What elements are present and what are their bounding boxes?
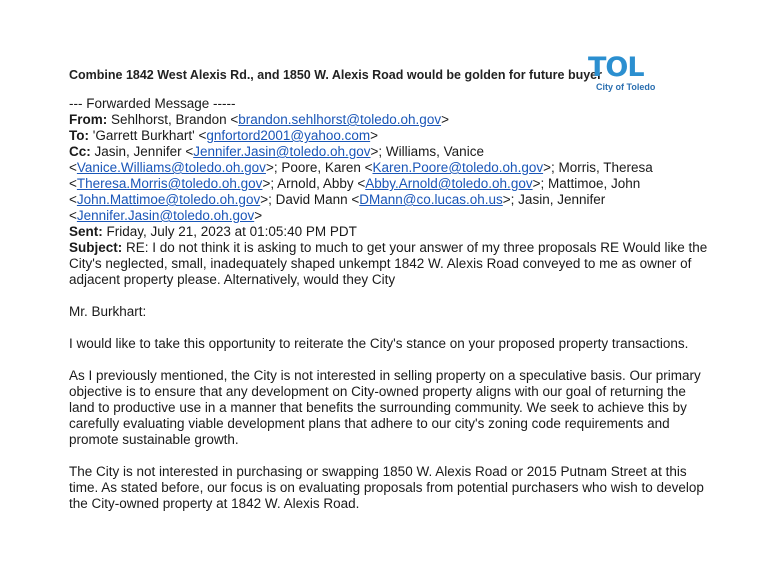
cc-text: >; Morris, Theresa: [543, 160, 653, 175]
cc-text: >; Williams, Vanice: [370, 144, 484, 159]
cc-email-link[interactable]: Karen.Poore@toledo.oh.gov: [372, 160, 544, 175]
subject-label: Subject:: [69, 240, 123, 255]
cc-email-link[interactable]: Jennifer.Jasin@toledo.oh.gov: [76, 208, 255, 223]
email-header: [69, 96, 709, 288]
cc-text: <: [69, 208, 77, 223]
from-label: From:: [69, 112, 108, 127]
to-name: 'Garrett Burkhart' <: [92, 128, 207, 143]
cc-text: >; Poore, Karen <: [265, 160, 373, 175]
from-email-link[interactable]: brandon.sehlhorst@toledo.oh.gov: [238, 112, 442, 127]
cc-text: >; Jasin, Jennifer: [502, 192, 606, 207]
subject-value: RE: I do not think it is asking to much to get your answer of my three proposals RE Would like the City's neglected, small, inadequately shaped unkempt 1842 W. Alexis Road conveyed to me as owner of adjacent property please. Alternatively, would they City: [69, 240, 708, 287]
cc-email-link[interactable]: Theresa.Morris@toledo.oh.gov: [76, 176, 263, 191]
sent-label: Sent:: [69, 224, 103, 239]
cc-text: <: [69, 160, 77, 175]
greeting: Mr. Burkhart:: [69, 304, 147, 319]
cc-text: >: [254, 208, 263, 223]
to-email-link[interactable]: gnfortord2001@yahoo.com: [206, 128, 371, 143]
sent-value: Friday, July 21, 2023 at 01:05:40 PM PDT: [106, 224, 357, 239]
from-close: >: [441, 112, 449, 127]
cc-text: >; David Mann <: [260, 192, 360, 207]
cc-text: >; Arnold, Abby <: [262, 176, 366, 191]
cc-line: [69, 144, 709, 224]
body-paragraph: I would like to take this opportunity to reiterate the City's stance on your proposed property transactions.: [69, 336, 689, 351]
forward-marker: --- Forwarded Message -----: [69, 96, 236, 111]
to-label: To:: [69, 128, 89, 143]
to-close: >: [370, 128, 379, 143]
from-line: [69, 112, 709, 128]
logo-caption: City of Toledo: [596, 82, 656, 92]
cc-text: <: [69, 176, 77, 191]
cc-label: Cc:: [69, 144, 91, 159]
cc-email-link[interactable]: John.Mattimoe@toledo.oh.gov: [76, 192, 261, 207]
cc-text: Jasin, Jennifer <: [94, 144, 194, 159]
cc-email-link[interactable]: Jennifer.Jasin@toledo.oh.gov: [193, 144, 371, 159]
cc-email-link[interactable]: DMann@co.lucas.oh.us: [359, 192, 503, 207]
subject-line: [69, 240, 709, 288]
sent-line: [69, 224, 709, 240]
to-line: [69, 128, 709, 144]
body-paragraph: As I previously mentioned, the City is not interested in selling property on a speculative basis. Our primary objective is to ensure that any development on City-owned property aligns with our goal of returning the land to productive use in a manner that benefits the surrounding community. We seek to achieve this by carefully evaluating viable development plans that adhere to our city's zoning code requirements and promote sustainable growth.: [69, 368, 701, 447]
cc-email-link[interactable]: Abby.Arnold@toledo.oh.gov: [365, 176, 533, 191]
email-content: [69, 96, 709, 512]
cc-text: >; Mattimoe, John: [532, 176, 641, 191]
from-name: Sehlhorst, Brandon <: [111, 112, 239, 127]
city-of-toledo-logo: [586, 52, 666, 95]
document-heading: Combine 1842 West Alexis Rd., and 1850 W. Alexis Road would be golden for future buyer: [69, 68, 602, 82]
logo-mark: TOL: [588, 52, 644, 83]
cc-email-link[interactable]: Vanice.Williams@toledo.oh.gov: [76, 160, 266, 175]
cc-text: <: [69, 192, 77, 207]
body-paragraph: The City is not interested in purchasing or swapping 1850 W. Alexis Road or 2015 Putnam Street at this time. As stated before, our focus is on evaluating proposals from potential purchasers who wish to develop the City-owned property at 1842 W. Alexis Road.: [69, 464, 704, 511]
